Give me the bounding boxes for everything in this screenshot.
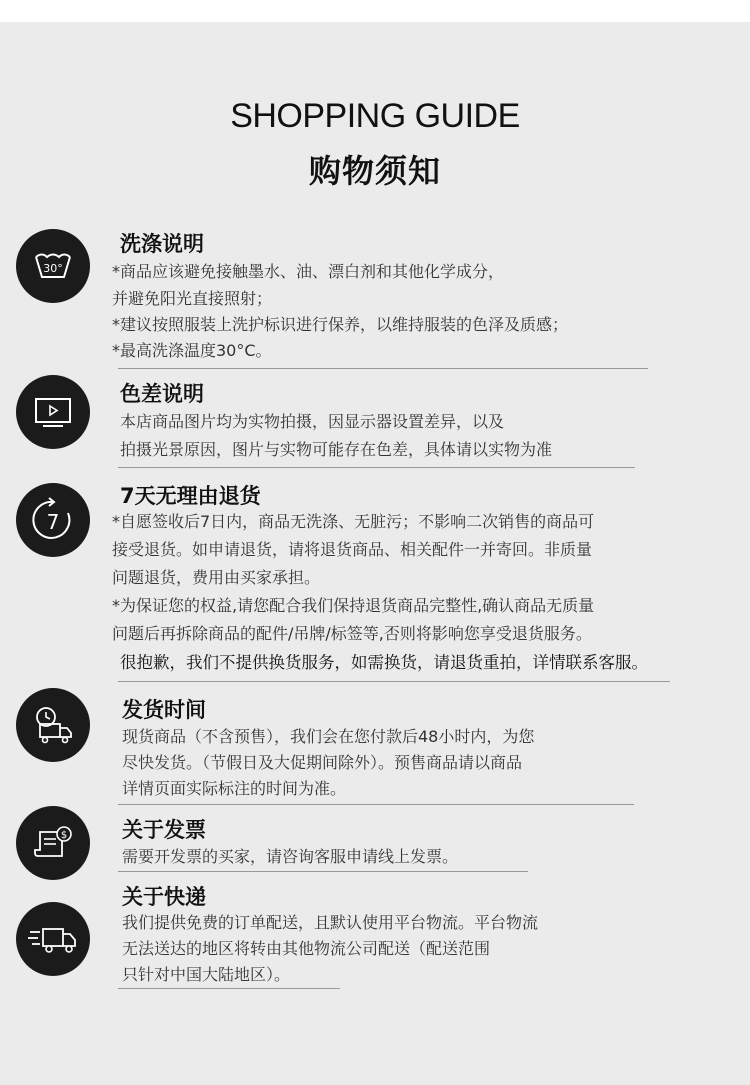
washing-line-1: *商品应该避免接触墨水、油、漂白剂和其他化学成分， — [112, 262, 505, 281]
wash-30-icon — [16, 229, 90, 303]
color-line-1: 本店商品图片均为实物拍摄，因显示器设置差异，以及 — [120, 412, 505, 431]
return-line-6: 很抱歉，我们不提供换货服务，如需换货，请退货重拍，详情联系客服。 — [120, 653, 648, 672]
washing-line-3: *建议按照服装上洗护标识进行保养，以维持服装的色泽及质感； — [112, 315, 569, 334]
delivery-line-2: 尽快发货。（节假日及大促期间除外）。预售商品请以商品 — [122, 753, 523, 772]
return-line-5: 问题后再拆除商品的配件/吊牌/标签等,否则将影响您享受退货服务。 — [112, 624, 592, 643]
divider — [118, 871, 528, 872]
seven-day-return-icon — [16, 483, 90, 557]
express-line-1: 我们提供免费的订单配送，且默认使用平台物流。平台物流 — [122, 913, 539, 932]
return-line-2: 接受退货。如申请退货，请将退货商品、相关配件一并寄回。非质量 — [112, 540, 593, 559]
express-line-2: 无法送达的地区将转由其他物流公司配送（配送范围 — [122, 939, 491, 958]
return-line-4: *为保证您的权益,请您配合我们保持退货商品完整性,确认商品无质量 — [112, 596, 595, 615]
section-title-delivery: 发货时间 — [122, 698, 206, 722]
section-title-washing: 洗涤说明 — [120, 232, 204, 256]
section-title-color: 色差说明 — [120, 382, 204, 406]
page-title-en: SHOPPING GUIDE — [230, 97, 520, 135]
washing-line-2: 并避免阳光直接照射； — [112, 289, 273, 308]
return-line-1: *自愿签收后7日内，商品无洗涤、无脏污；不影响二次销售的商品可 — [112, 512, 595, 531]
delivery-line-1: 现货商品（不含预售），我们会在您付款后48小时内，为您 — [122, 727, 535, 746]
monitor-icon — [16, 375, 90, 449]
delivery-line-3: 详情页面实际标注的时间为准。 — [122, 779, 347, 798]
svg-text:$: $ — [60, 830, 68, 841]
divider — [118, 467, 635, 468]
return-line-3: 问题退货，费用由买家承担。 — [112, 568, 321, 587]
color-line-2: 拍摄光景原因，图片与实物可能存在色差，具体请以实物为准 — [120, 440, 553, 459]
divider — [118, 804, 634, 805]
invoice-line-1: 需要开发票的买家，请咨询客服申请线上发票。 — [122, 847, 459, 866]
divider — [118, 368, 648, 369]
divider — [118, 988, 340, 989]
delivery-time-icon — [16, 688, 90, 762]
express-line-3: 只针对中国大陆地区）。 — [122, 965, 291, 984]
section-title-express: 关于快递 — [122, 885, 206, 909]
svg-text:7: 7 — [46, 510, 60, 534]
divider — [118, 681, 670, 682]
section-title-return: 7天无理由退货 — [120, 484, 261, 508]
fast-delivery-icon — [16, 902, 90, 976]
section-title-invoice: 关于发票 — [122, 818, 206, 842]
svg-text:30°: 30° — [43, 262, 63, 275]
page-title-cn: 购物须知 — [308, 152, 441, 190]
washing-line-4: *最高洗涤温度30°C。 — [112, 341, 272, 360]
invoice-icon — [16, 806, 90, 880]
